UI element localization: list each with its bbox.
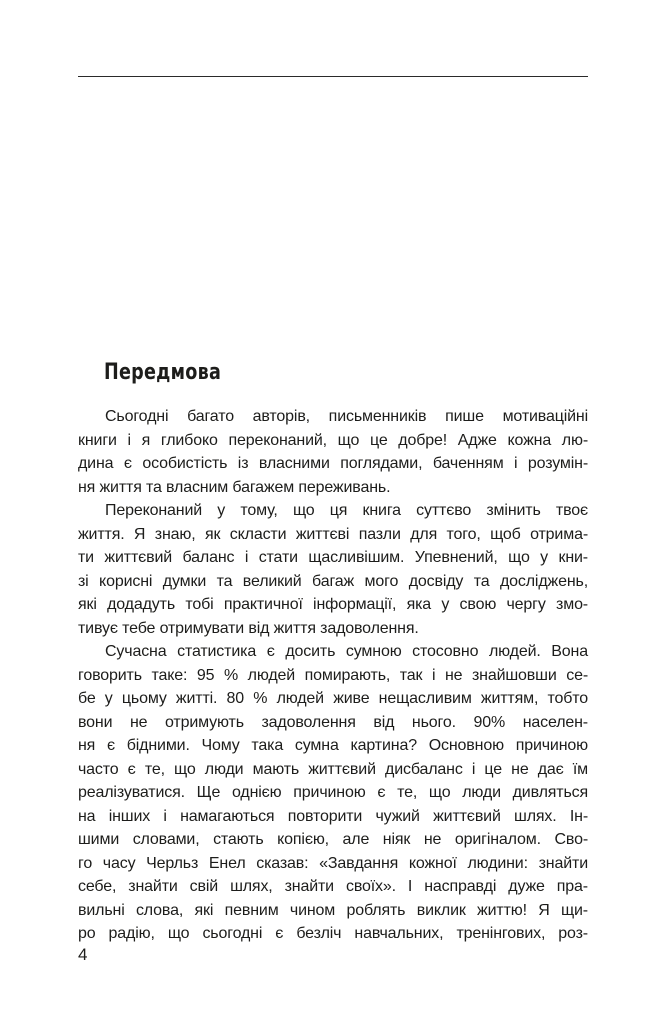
text-line: го часу Черльз Енел сказав: «Завдання кожної людини: знайти (78, 854, 588, 872)
body-text (78, 405, 588, 946)
text-line: бе у цьому житті. 80 % людей живе нещасливим життям, тобто (78, 690, 588, 707)
paragraph-3 (78, 640, 588, 946)
page-number: 4 (78, 945, 88, 964)
text-line: шими словами, стають копією, але ніяк не оригіналом. Сво- (78, 831, 588, 848)
text-line: говорить таке: 95 % людей помирають, так і не знайшовши се- (78, 666, 588, 684)
text-line: вони не отримують задоволення від нього. 90% населен- (78, 713, 588, 731)
text-line: дина є особистість із власними поглядами, баченням і розумін- (78, 455, 588, 472)
text-line: Переконаний у тому, що ця книга суттєво змінить твоє (105, 502, 588, 519)
text-line: зі корисні думки та великий багаж мого досвіду та досліджень, (78, 572, 588, 590)
text-line: Сьогодні багато авторів, письменників пише мотиваційні (105, 408, 588, 425)
header-rule (78, 76, 588, 77)
text-line: життя. Я знаю, як скласти життєві пазли для того, щоб отрима- (78, 525, 588, 543)
paragraph-1 (78, 405, 588, 499)
text-line: ня життя та власним багажем переживань. (78, 478, 391, 496)
text-line: які додадуть тобі практичної інформації, яка у свою чергу змо- (78, 596, 588, 613)
text-line: на інших і намагаються повторити чужий життєвий шлях. Ін- (78, 807, 588, 825)
text-line: себе, знайти свій шлях, знайти своїх». І насправді дуже пра- (78, 878, 588, 895)
text-line: ня є бідними. Чому така сумна картина? Основною причиною (78, 737, 588, 754)
text-line: тивує тебе отримувати від життя задоволення. (78, 619, 419, 637)
text-line: часто є те, що люди мають життєвий дисбаланс і це не дає їм (78, 760, 588, 778)
text-line: Сучасна статистика є досить сумною стосовно людей. Вона (105, 643, 588, 660)
text-line: реалізуватися. Ще однією причиною є те, що люди дивляться (78, 784, 588, 801)
chapter-heading: Передмова (104, 360, 222, 385)
paragraph-2 (78, 499, 588, 640)
text-line: книги і я глибоко переконаний, що це добре! Адже кожна лю- (78, 431, 588, 449)
text-line: вильні слова, які певним чином роблять виклик життю! Я щи- (78, 901, 588, 919)
text-line: ти життєвий баланс і стати щасливішим. Упевнений, що у кни- (78, 549, 588, 566)
text-line: ро радію, що сьогодні є безліч навчальних, тренінгових, роз- (78, 925, 588, 942)
